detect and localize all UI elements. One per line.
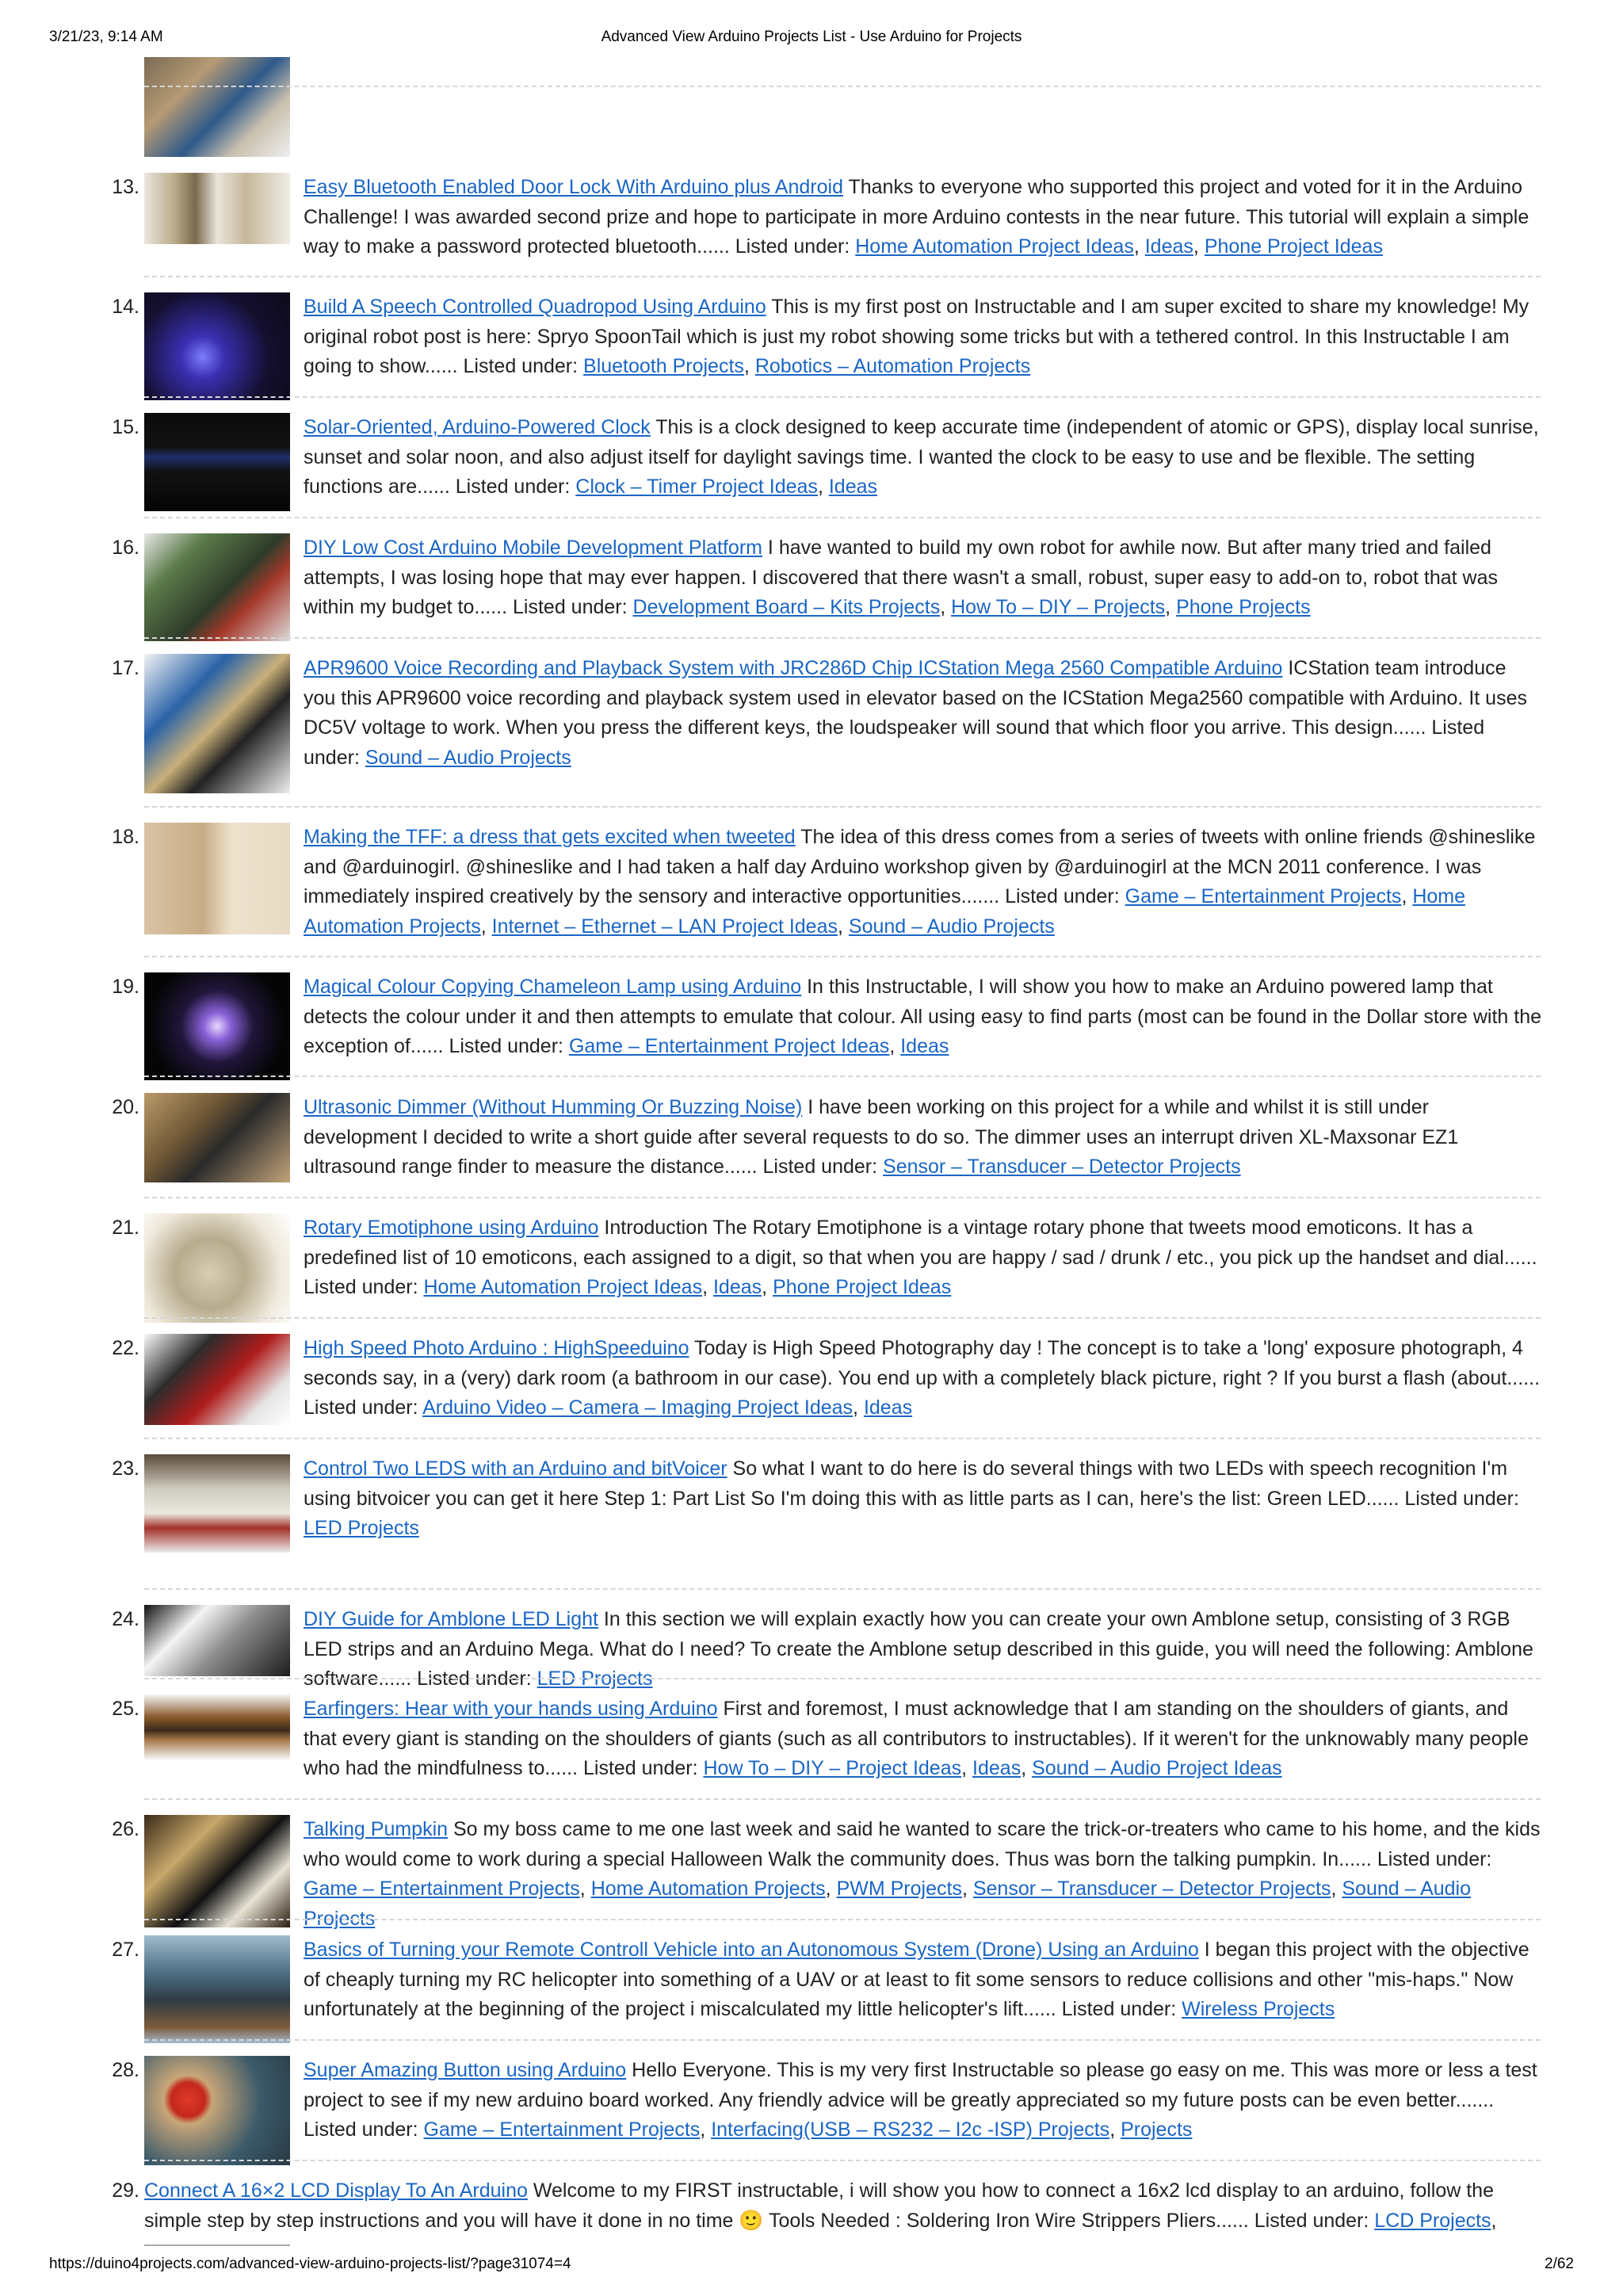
item-thumbnail[interactable]	[144, 173, 290, 244]
category-link[interactable]: Clock – Timer Project Ideas	[575, 476, 818, 498]
item-excerpt: First and foremost, I must acknowledge that I am standing on the shoulders of giants, and that every giant is standing on the shoulders of giants (such as all contributors to instructables). If it weren't for the unknowably many people who had the mindfulness to......	[304, 1698, 1529, 1779]
item-description: Rotary Emotiphone using Arduino Introduction The Rotary Emotiphone is a vintage rotary phone that tweets mood emoticons. It has a predefined list of 10 emoticons, each assigned to a digit, so that when you are happy / sad / drunk / etc., you pick up the handset and dial...... Listed under: Home Automation Project Ideas, Ideas, Phone Project Ideas	[304, 1217, 1537, 1298]
category-link[interactable]: Game – Entertainment Project Ideas	[568, 1035, 890, 1057]
category-link[interactable]: LED Projects	[304, 1517, 419, 1539]
item-number: 25.	[112, 1698, 139, 1720]
item-thumbnail[interactable]	[144, 654, 290, 793]
listed-under-label: Listed under:	[455, 476, 576, 498]
print-header	[49, 29, 1574, 52]
listed-under-label: Listed under:	[304, 2118, 424, 2141]
item-excerpt: Thanks to everyone who supported this project and voted for it in the Arduino Challenge! I was awarded second prize and hope to participate in more Arduino contests in the near future. This tutorial will explain a simple way to make a password protected bluetooth......	[304, 176, 1529, 258]
listed-under-label: Listed under:	[1061, 1998, 1182, 2020]
category-link[interactable]: Ideas	[1144, 235, 1193, 258]
category-link[interactable]: Ideas	[863, 1396, 913, 1419]
item-thumbnail[interactable]	[144, 2056, 290, 2165]
listed-under-label: Listed under:	[762, 1156, 884, 1178]
item-thumbnail[interactable]	[144, 1334, 290, 1425]
item-description: Build A Speech Controlled Quadropod Using Arduino This is my first post on Instructable and I am super excited to share my knowledge! My original robot post is here: Spryo SpoonTail which is just my robot showing some tricks but with a tethered control. In this Instructable I am going to show...... Listed under: Bluetooth Projects, Robotics – Automation Projects	[304, 296, 1529, 377]
item-number: 20.	[112, 1096, 139, 1118]
listed-under-label: Listed under:	[463, 355, 584, 377]
item-thumbnail[interactable]	[144, 823, 290, 934]
divider	[144, 1317, 1541, 1319]
item-title-link[interactable]: Control Two LEDS with an Arduino and bitVoicer	[304, 1457, 727, 1480]
item-description: Talking Pumpkin So my boss came to me one last week and said he wanted to scare the trick-or-treaters who came to his home, and the kids who would come to work during a special Halloween Walk the community does. Thus was born the talking pumpkin. In...... Listed under: Game – Entertainment Projects, Home Automation Projects, PWM Projects, Sensor – Transducer – Detector Projects, Sound – Audio Projects	[304, 1818, 1541, 1930]
print-page-title: Advanced View Arduino Projects List - Use Arduino for Projects	[601, 29, 1022, 45]
item-thumbnail[interactable]	[144, 1605, 290, 1676]
category-link[interactable]: Home Automation Project Ideas	[855, 235, 1134, 258]
item-excerpt: Hello Everyone. This is my very first Instructable so please go easy on me. This was more or less a test project to see if my new arduino board worked. Any friendly advice will be greatly appreciated so my future posts can be even better.......	[304, 2059, 1537, 2111]
listed-under-label: Listed under:	[304, 1396, 423, 1419]
item-title-link[interactable]: Magical Colour Copying Chameleon Lamp using Arduino	[304, 976, 802, 998]
item-number: 23.	[112, 1457, 139, 1480]
item-excerpt: In this section we will explain exactly how you can create your own Amblone setup, consisting of 3 RGB LED strips and an Arduino Mega. What do I need? To create the Amblone setup described in this guide, you will need the following: Amblone software......	[304, 1608, 1533, 1690]
item-number: 17.	[112, 657, 139, 679]
category-link[interactable]: Phone Projects	[1176, 596, 1311, 618]
category-link[interactable]: Projects	[1121, 2118, 1193, 2141]
previous-item-thumbnail[interactable]	[144, 57, 290, 157]
category-link[interactable]: Game – Entertainment Projects	[304, 1878, 580, 1900]
item-title-link[interactable]: APR9600 Voice Recording and Playback System with JRC286D Chip ICStation Mega 2560 Compatible Arduino	[304, 657, 1283, 679]
listed-under-label: Listed under:	[1377, 1847, 1492, 1870]
divider	[144, 2039, 1541, 2041]
category-link[interactable]: LED Projects	[537, 1668, 653, 1690]
item-thumbnail[interactable]	[144, 292, 290, 400]
item-thumbnail[interactable]	[144, 1213, 290, 1323]
category-link[interactable]: Home Automation Projects	[590, 1878, 826, 1900]
divider	[144, 276, 1541, 277]
item-thumbnail[interactable]	[144, 972, 290, 1080]
item-number: 26.	[112, 1818, 139, 1840]
category-link[interactable]: LCD Projects	[1374, 2209, 1491, 2232]
listed-under-label: Listed under:	[417, 1668, 537, 1690]
category-link[interactable]: Home Automation Projects	[304, 885, 1466, 938]
listed-under-label: Listed under:	[304, 1276, 424, 1298]
category-link[interactable]: Ideas	[712, 1276, 762, 1298]
item-title-link[interactable]: Basics of Turning your Remote Controll Vehicle into an Autonomous System (Drone) Using an Arduino	[304, 1939, 1199, 1961]
item-excerpt: ICStation team introduce you this APR9600 voice recording and playback system used in elevator based on the ICStation Mega2560 compatible with Arduino. It uses DC5V voltage to work. When you press the different keys, the loudspeaker will sound that which floor you arrive. This design......	[304, 657, 1527, 739]
category-link[interactable]: Phone Project Ideas	[1204, 235, 1383, 258]
divider	[144, 1588, 1541, 1590]
item-description	[304, 654, 1541, 773]
category-link[interactable]: Home Automation Project Ideas	[423, 1276, 703, 1298]
listed-under-label: Listed under:	[1254, 2209, 1375, 2232]
page-url: https://duino4projects.com/advanced-view-arduino-projects-list/?page31074=4	[49, 2256, 571, 2272]
divider	[144, 86, 1541, 87]
item-excerpt: In this Instructable, I will show you how to make an Arduino powered lamp that detects the colour under it and then attempts to emulate that colour. All using easy to find parts (most can be found in the Dollar store with the exception of......	[304, 976, 1541, 1057]
item-excerpt: I began this project with the objective of cheaply turning my RC helicopter into something of a UAV or at least to fit some sensors to reduce collisions and other "mis-haps." Now unfortunately at the beginning of the project i miscalculated my little helicopter's lift......	[304, 1939, 1529, 2020]
category-link[interactable]: Wireless Projects	[1182, 1998, 1335, 2020]
divider	[144, 2160, 1541, 2161]
divider	[144, 1919, 1541, 1920]
divider	[144, 1197, 1541, 1198]
item-description: High Speed Photo Arduino : HighSpeeduino Today is High Speed Photography day ! The concept is to take a 'long' exposure photograph, 4 seconds say, in a (very) dark room (a bathroom in our case). You end up with a completely black picture, right ? If you burst a flash (about...... Listed under: Arduino Video – Camera – Imaging Project Ideas, Ideas	[304, 1337, 1541, 1419]
item-number: 19.	[112, 976, 139, 998]
divider	[144, 956, 1541, 957]
print-footer	[49, 2256, 1574, 2279]
item-excerpt: This is my first post on Instructable and I am super excited to share my knowledge! My original robot post is here: Spryo SpoonTail which is just my robot showing some tricks but with a tethered control. In this Instructable I am going to show......	[304, 296, 1529, 377]
item-excerpt: Today is High Speed Photography day ! The concept is to take a 'long' exposure photograph, 4 seconds say, in a (very) dark room (a bathroom in our case). You end up with a completely black picture, right ? If you burst a flash (about......	[304, 1337, 1541, 1389]
item-title-link[interactable]: High Speed Photo Arduino : HighSpeeduino	[304, 1337, 689, 1359]
listed-under-label: Listed under:	[1005, 885, 1125, 907]
item-excerpt: Welcome to my FIRST instructable, i will show you how to connect a 16x2 lcd display to an arduino, follow the simple step by step instructions and you will have it done in no time 🙂 Tools Needed : Soldering Iron Wire Strippers Pliers......	[144, 2179, 1494, 2232]
category-link[interactable]: Arduino Video – Camera – Imaging Project Ideas	[422, 1396, 854, 1419]
divider	[144, 637, 1541, 639]
category-link[interactable]: Bluetooth Projects	[583, 355, 744, 377]
item-number: 14.	[112, 296, 139, 318]
category-link[interactable]: Development Board – Kits Projects	[632, 596, 941, 618]
item-description: Super Amazing Button using Arduino Hello Everyone. This is my very first Instructable so please go easy on me. This was more or less a test project to see if my new arduino board worked. Any friendly advice will be greatly appreciated so my future posts can be even better....... Listed under: Game – Entertainment Projects, Interfacing(USB – RS232 – I2c -ISP) Projects, Projects	[304, 2059, 1537, 2141]
category-link[interactable]: Sensor – Transducer – Detector Projects	[883, 1156, 1241, 1178]
print-datetime: 3/21/23, 9:14 AM	[49, 29, 163, 45]
item-thumbnail[interactable]	[144, 1694, 290, 1759]
item-title-link[interactable]: Easy Bluetooth Enabled Door Lock With Arduino plus Android	[304, 176, 843, 198]
category-link[interactable]: How To – DIY – Project Ideas	[703, 1757, 962, 1779]
item-thumbnail[interactable]	[144, 1093, 290, 1182]
item-number: 21.	[112, 1217, 139, 1239]
divider	[144, 806, 1541, 808]
item-title-link[interactable]: Rotary Emotiphone using Arduino	[304, 1217, 599, 1239]
category-link[interactable]: Sound – Audio Projects	[365, 746, 571, 769]
listed-under-label: Listed under:	[582, 1757, 704, 1779]
item-number: 18.	[112, 826, 139, 848]
listed-under-label: Listed under:	[513, 596, 633, 618]
category-link[interactable]: Sound – Audio Project Ideas	[1032, 1757, 1282, 1779]
listed-under-label: Listed under:	[449, 1035, 569, 1057]
item-number: 16.	[112, 537, 139, 559]
category-link[interactable]: Sound – Audio Projects	[304, 1878, 1472, 1930]
item-description: Earfingers: Hear with your hands using Arduino First and foremost, I must acknowledge that I am standing on the shoulders of giants, and that every giant is standing on the shoulders of giants (such as all contributors to instructables). If it weren't for the unknowably many people who had the mindfulness to...... Listed under: How To – DIY – Project Ideas, Ideas, Sound – Audio Project Ideas	[304, 1698, 1529, 1779]
item-description: Making the TFF: a dress that gets excited when tweeted The idea of this dress comes from a series of tweets with online friends @shineslike and @arduinogirl. @shineslike and I had taken a half day Arduino workshop given by @arduinogirl at the MCN 2011 conference. I was immediately inspired creatively by the sensory and interactive opportunities....... Listed under: Game – Entertainment Projects, Home Automation Projects, Internet – Ethernet – LAN Project Ideas, Sound – Audio Projects	[304, 826, 1536, 938]
item-excerpt: So my boss came to me one last week and said he wanted to scare the trick-or-treaters who came to his home, and the kids who would come to work during a special Halloween Walk the community does. Thus was born the talking pumpkin. In......	[304, 1818, 1541, 1870]
item-description: Solar-Oriented, Arduino-Powered Clock This is a clock designed to keep accurate time (independent of atomic or GPS), display local sunrise, sunset and solar noon, and also adjust itself for daylight savings time. I wanted the clock to be easy to use and be flexible. The setting functions are...... Listed under: Clock – Timer Project Ideas, Ideas	[304, 416, 1539, 498]
divider	[144, 1678, 1541, 1679]
item-thumbnail[interactable]	[144, 1935, 290, 2043]
listed-under-label: Listed under:	[1404, 1487, 1519, 1510]
divider	[144, 517, 1541, 518]
next-item-thumbnail-edge	[144, 2244, 290, 2252]
category-link[interactable]: Phone Project Ideas	[773, 1276, 952, 1298]
item-number: 24.	[112, 1608, 139, 1630]
item-excerpt: I have wanted to build my own robot for awhile now. But after many tried and failed attempts, I was losing hope that may ever happen. I discovered that there wasn't a small, robust, super easy to add-on to, robot that was within my budget to......	[304, 537, 1498, 618]
item-description	[304, 1454, 1541, 1544]
category-link[interactable]: Interfacing(USB – RS232 – I2c -ISP) Projects	[711, 2118, 1110, 2141]
item-thumbnail[interactable]	[144, 1815, 290, 1927]
item-title-link[interactable]: Super Amazing Button using Arduino	[304, 2059, 627, 2081]
item-title-link[interactable]: DIY Guide for Amblone LED Light	[304, 1608, 598, 1630]
item-excerpt: This is a clock designed to keep accurate time (independent of atomic or GPS), display local sunrise, sunset and solar noon, and also adjust itself for daylight savings time. I wanted the clock to be easy to use and be flexible. The setting functions are......	[304, 416, 1539, 498]
item-excerpt: I have been working on this project for a while and whilst it is still under development I decided to write a short guide after several requests to do so. The dimmer uses an interrupt driven XL-Maxsonar EZ1 ultrasound range finder to measure the distance......	[304, 1096, 1459, 1178]
divider	[144, 1075, 1541, 1077]
item-thumbnail[interactable]	[144, 413, 290, 511]
item-thumbnail[interactable]	[144, 533, 290, 641]
category-link[interactable]: Sound – Audio Projects	[848, 915, 1055, 938]
item-number: 28.	[112, 2059, 139, 2081]
item-number: 15.	[112, 416, 139, 438]
item-description: Magical Colour Copying Chameleon Lamp using Arduino In this Instructable, I will show you how to make an Arduino powered lamp that detects the colour under it and then attempts to emulate that colour. All using easy to find parts (most can be found in the Dollar store with the exception of...... Listed under: Game – Entertainment Project Ideas, Ideas	[304, 976, 1541, 1057]
item-title-link[interactable]: Solar-Oriented, Arduino-Powered Clock	[304, 416, 651, 438]
category-link[interactable]: Sensor – Transducer – Detector Projects	[972, 1878, 1331, 1900]
category-link[interactable]: Internet – Ethernet – LAN Project Ideas	[491, 915, 838, 938]
item-number: 29.	[112, 2179, 139, 2202]
item-title-link[interactable]: Ultrasonic Dimmer (Without Humming Or Buzzing Noise)	[304, 1096, 803, 1118]
item-number: 13.	[112, 176, 139, 198]
item-description	[304, 1935, 1541, 2025]
item-excerpt: The idea of this dress comes from a series of tweets with online friends @shineslike and @arduinogirl. @shineslike and I had taken a half day Arduino workshop given by @arduinogirl at the MCN 2011 conference. I was immediately inspired creatively by the sensory and interactive opportunities.......	[304, 826, 1536, 907]
page-number: 2/62	[1545, 2256, 1574, 2272]
divider	[144, 396, 1541, 398]
divider	[144, 1798, 1541, 1800]
item-excerpt: Introduction The Rotary Emotiphone is a vintage rotary phone that tweets mood emoticons. It has a predefined list of 10 emoticons, each assigned to a digit, so that when you are happy / sad / drunk / etc., you pick up the handset and dial......	[304, 1217, 1537, 1269]
item-title-link[interactable]: Making the TFF: a dress that gets excited when tweeted	[304, 826, 796, 848]
category-link[interactable]: How To – DIY – Projects	[951, 596, 1166, 618]
listed-under-label: Listed under:	[304, 716, 1485, 769]
category-link[interactable]: Ideas	[828, 476, 878, 498]
item-title-link[interactable]: Connect A 16×2 LCD Display To An Arduino	[144, 2179, 528, 2202]
divider	[144, 1438, 1541, 1439]
item-title-link[interactable]: DIY Low Cost Arduino Mobile Development Platform	[304, 537, 762, 559]
category-link[interactable]: Game – Entertainment Projects	[1125, 885, 1402, 907]
item-number: 27.	[112, 1939, 139, 1961]
item-description: Easy Bluetooth Enabled Door Lock With Arduino plus Android Thanks to everyone who supported this project and voted for it in the Arduino Challenge! I was awarded second prize and hope to participate in more Arduino contests in the near future. This tutorial will explain a simple way to make a password protected bluetooth...... Listed under: Home Automation Project Ideas, Ideas, Phone Project Ideas	[304, 176, 1529, 258]
category-link[interactable]: Ideas	[972, 1757, 1022, 1779]
item-number: 22.	[112, 1337, 139, 1359]
item-title-link[interactable]: Talking Pumpkin	[304, 1818, 449, 1840]
item-description: DIY Low Cost Arduino Mobile Development Platform I have wanted to build my own robot for awhile now. But after many tried and failed attempts, I was losing hope that may ever happen. I discovered that there wasn't a small, robust, super easy to add-on to, robot that was within my budget to...... Listed under: Development Board – Kits Projects, How To – DIY – Projects, Phone Projects	[304, 537, 1498, 618]
item-description	[304, 1605, 1541, 1694]
item-description	[304, 1093, 1541, 1182]
item-description: Connect A 16×2 LCD Display To An Arduino Welcome to my FIRST instructable, i will show you how to connect a 16x2 lcd display to an arduino, follow the simple step by step instructions and you will have it done in no time 🙂 Tools Needed : Soldering Iron Wire Strippers Pliers...... Listed under: LCD Projects,	[144, 2179, 1497, 2232]
category-link[interactable]: Robotics – Automation Projects	[754, 355, 1031, 377]
item-title-link[interactable]: Earfingers: Hear with your hands using Arduino	[304, 1698, 718, 1720]
category-link[interactable]: Ideas	[900, 1035, 949, 1057]
item-thumbnail[interactable]	[144, 1454, 290, 1553]
category-link[interactable]: Game – Entertainment Projects	[423, 2118, 701, 2141]
item-excerpt: So what I want to do here is do several things with two LEDs with speech recognition I'm using bitvoicer you can get it here Step 1: Part List So I'm doing this with as little parts as I can, here's the list: Green LED......	[304, 1457, 1508, 1510]
listed-under-label: Listed under:	[735, 235, 856, 258]
category-link[interactable]: PWM Projects	[836, 1878, 962, 1900]
item-title-link[interactable]: Build A Speech Controlled Quadropod Using Arduino	[304, 296, 766, 318]
